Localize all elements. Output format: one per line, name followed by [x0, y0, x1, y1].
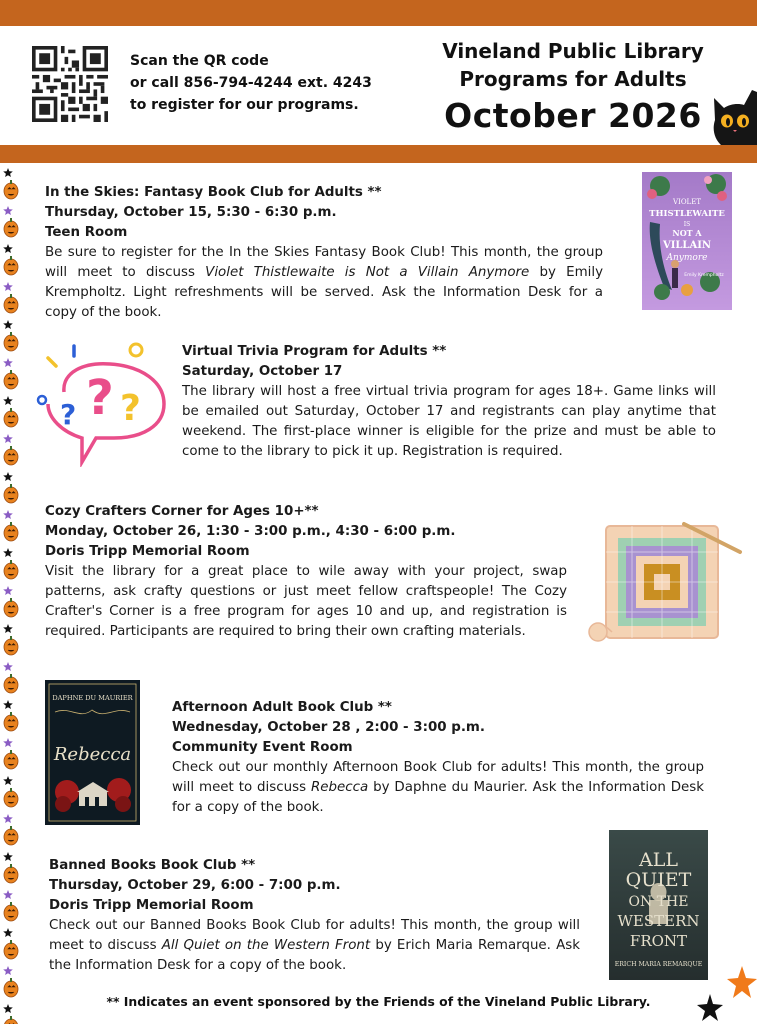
- pumpkin-icon: [4, 332, 18, 351]
- cover-word-violet: VIOLET: [673, 198, 701, 206]
- book-title: All Quiet on the Western Front: [161, 938, 371, 953]
- purple-star-icon: [3, 510, 13, 519]
- event-time: Saturday, October 17: [182, 364, 343, 379]
- event-title: Virtual Trivia Program for Adults **: [182, 344, 447, 359]
- pumpkin-icon: [4, 446, 18, 465]
- event-time: Wednesday, October 28 , 2:00 - 3:00 p.m.: [172, 720, 485, 735]
- black-star-icon: [3, 700, 13, 709]
- purple-star-icon: [3, 814, 13, 823]
- cover-word-villain: VILLAIN: [662, 240, 712, 251]
- page-header: [0, 26, 757, 145]
- description-text-end: by Daphne du Maurier. Ask the Information Desk for a copy of the book.: [172, 780, 704, 815]
- event-description: [172, 758, 704, 818]
- pumpkin-icon: [4, 484, 18, 503]
- question-marks-illustration: [34, 342, 174, 467]
- pumpkin-icon: [4, 674, 18, 693]
- pumpkin-icon: [4, 636, 18, 655]
- month-title: October 2026: [444, 96, 702, 135]
- event-description: The library will host a free virtual trivia program for ages 18+. Game links will be emailed out Saturday, October 17 and registrants can play anytime that weekend. The first-place winner is eligible for the prize and must be able to come to the library to pick it up. Registration is required.: [182, 384, 716, 459]
- cover-title-line-5: FRONT: [629, 932, 688, 950]
- purple-star-icon: [3, 586, 13, 595]
- top-orange-band: [0, 0, 757, 26]
- scan-line-1: Scan the QR code: [130, 53, 269, 69]
- pumpkin-icon: [4, 294, 18, 313]
- rebecca-book-cover: [45, 680, 140, 825]
- book-title: Rebecca: [310, 780, 369, 795]
- orange-star-icon: [727, 966, 757, 998]
- event-description: [49, 916, 580, 976]
- purple-star-icon: [3, 738, 13, 747]
- event-banned-books-club: [49, 856, 580, 976]
- black-star-icon: [3, 776, 13, 785]
- scan-line-2: or call 856-794-4244 ext. 4243: [130, 75, 372, 91]
- black-star-icon: [3, 244, 13, 253]
- pumpkin-icon: [4, 560, 18, 579]
- pumpkin-icon: [4, 180, 18, 199]
- event-location: Doris Tripp Memorial Room: [45, 544, 250, 559]
- library-title-line-2: Programs for Adults: [459, 67, 687, 91]
- event-description: [45, 243, 603, 323]
- violet-thistlewaite-book-cover: [642, 172, 732, 310]
- description-text-end: by Emily Krempholtz. Light refreshments will be served. Ask the Information Desk for a copy of the book.: [45, 265, 603, 320]
- event-location: Teen Room: [45, 225, 128, 240]
- purple-star-icon: [3, 282, 13, 291]
- cover-word-anymore: Anymore: [666, 253, 708, 263]
- event-time: Monday, October 26, 1:30 - 3:00 p.m., 4:30 - 6:00 p.m.: [45, 524, 456, 539]
- purple-star-icon: [3, 662, 13, 671]
- library-title: [420, 37, 726, 93]
- stars-decoration: [694, 964, 757, 1024]
- description-text: Check out our Banned Books Book Club for adults! This month, the group will meet to discuss: [49, 918, 580, 953]
- all-quiet-book-cover: [609, 830, 708, 980]
- cover-author: ERICH MARIA REMARQUE: [614, 961, 703, 968]
- description-text-end: by Erich Maria Remarque. Ask the Information Desk for a copy of the book.: [49, 938, 580, 973]
- registration-instructions: [130, 50, 372, 116]
- granny-square-crochet-illustration: [584, 512, 744, 646]
- event-title: Cozy Crafters Corner for Ages 10+**: [45, 504, 319, 519]
- cover-title-line-1: ALL: [639, 849, 678, 871]
- pumpkin-icon: [4, 864, 18, 883]
- pumpkin-icon: [4, 940, 18, 959]
- black-star-icon: [697, 994, 723, 1021]
- black-star-icon: [3, 320, 13, 329]
- purple-star-icon: [3, 358, 13, 367]
- svg-text:?: ?: [120, 388, 141, 429]
- middle-orange-band: [0, 145, 757, 163]
- pumpkin-icon: [4, 370, 18, 389]
- pumpkin-icon: [4, 826, 18, 845]
- cover-word-not: NOT A: [672, 228, 702, 238]
- black-star-icon: [3, 928, 13, 937]
- pumpkin-icon: [4, 788, 18, 807]
- halloween-border-decoration: [0, 163, 22, 1024]
- event-fantasy-book-club: [45, 183, 603, 323]
- svg-text:?: ?: [86, 370, 114, 426]
- book-title: Violet Thistlewaite is Not a Villain Anymore: [205, 265, 530, 280]
- purple-star-icon: [3, 966, 13, 975]
- description-text: Be sure to register for the In the Skies Fantasy Book Club! This month, the group will meet to discuss: [45, 245, 603, 280]
- black-star-icon: [3, 396, 13, 405]
- scan-line-3: to register for our programs.: [130, 97, 359, 113]
- cover-author: DAPHNE DU MAURIER: [52, 694, 133, 702]
- pumpkin-icon: [4, 1016, 18, 1024]
- event-description: Visit the library for a great place to wile away with your project, swap patterns, ask crafty questions or just meet fellow craftspeople! The Cozy Crafter's Corner is a free program for ages 10 and up, and registration is required. Participants are required to bring their own crafting materials.: [45, 564, 567, 639]
- sponsor-footnote: ** Indicates an event sponsored by the Friends of the Vineland Public Library.: [106, 994, 651, 1009]
- pumpkin-icon: [4, 218, 18, 237]
- event-title: In the Skies: Fantasy Book Club for Adults **: [45, 185, 382, 200]
- cover-author: Emily Krempholtz: [684, 273, 724, 278]
- event-afternoon-book-club: [172, 698, 704, 818]
- qr-code[interactable]: [32, 46, 108, 122]
- pumpkin-icon: [4, 902, 18, 921]
- cover-title-line-3: ON THE: [628, 894, 689, 910]
- svg-text:?: ?: [60, 398, 77, 431]
- event-virtual-trivia: [182, 342, 716, 462]
- pumpkin-icon: [4, 712, 18, 731]
- event-title: Banned Books Book Club **: [49, 858, 256, 873]
- cover-title-line-2: QUIET: [625, 869, 692, 891]
- event-title: Afternoon Adult Book Club **: [172, 700, 392, 715]
- black-cat-icon: [712, 84, 757, 146]
- description-text: Check out our monthly Afternoon Book Club for adults! This month, the group will meet to discuss: [172, 760, 704, 795]
- black-star-icon: [3, 472, 13, 481]
- purple-star-icon: [3, 890, 13, 899]
- purple-star-icon: [3, 434, 13, 443]
- cover-word-thistlewaite: THISTLEWAITE: [649, 209, 725, 219]
- cover-title-line-4: WESTERN: [617, 912, 700, 930]
- event-time: Thursday, October 29, 6:00 - 7:00 p.m.: [49, 878, 341, 893]
- black-star-icon: [3, 624, 13, 633]
- pumpkin-icon: [4, 408, 18, 427]
- pumpkin-icon: [4, 256, 18, 275]
- pumpkin-icon: [4, 522, 18, 541]
- cover-title: Rebecca: [53, 744, 132, 765]
- cover-word-is: IS: [683, 221, 691, 228]
- pumpkin-icon: [4, 750, 18, 769]
- event-location: Community Event Room: [172, 740, 353, 755]
- black-star-icon: [3, 548, 13, 557]
- black-star-icon: [3, 168, 13, 177]
- event-location: Doris Tripp Memorial Room: [49, 898, 254, 913]
- pumpkin-icon: [4, 598, 18, 617]
- black-star-icon: [3, 852, 13, 861]
- event-time: Thursday, October 15, 5:30 - 6:30 p.m.: [45, 205, 337, 220]
- event-cozy-crafters-corner: [45, 502, 567, 642]
- purple-star-icon: [3, 206, 13, 215]
- library-title-line-1: Vineland Public Library: [442, 39, 704, 63]
